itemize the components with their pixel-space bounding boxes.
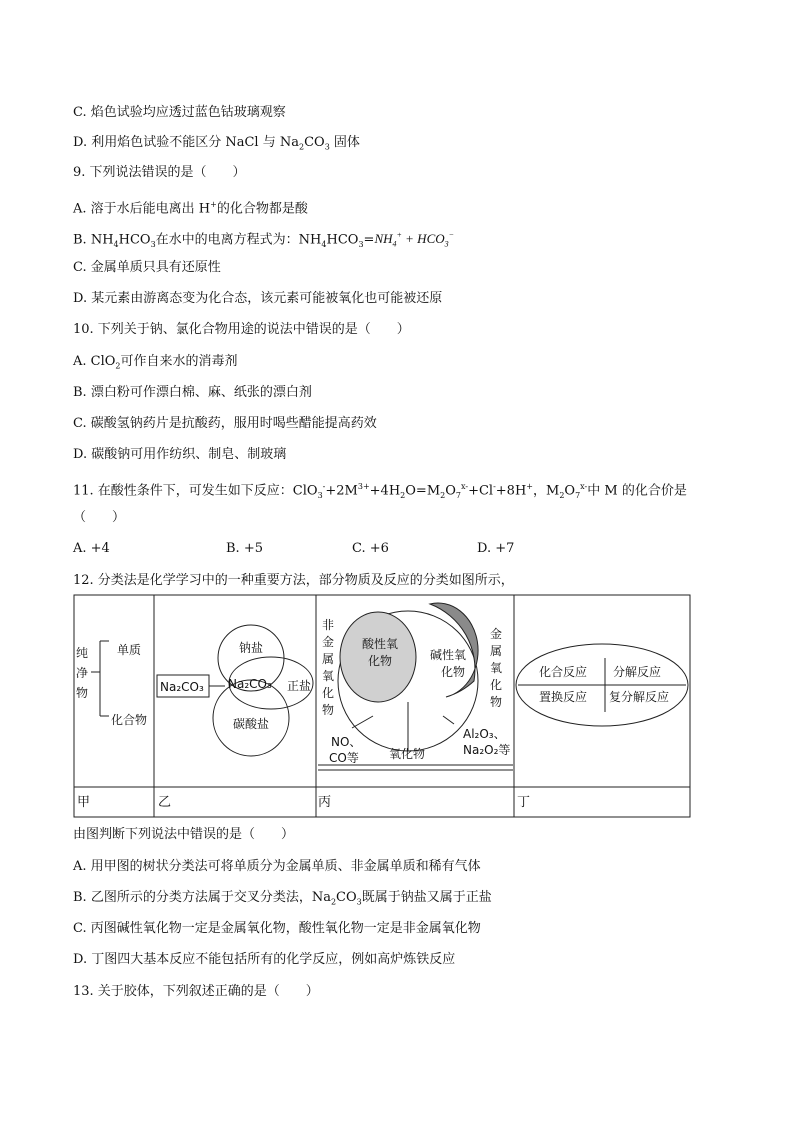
q11-options	[73, 540, 514, 558]
q10-option-b: B. 漂白粉可作漂白棉、麻、纸张的漂白剂	[73, 385, 312, 400]
cell-decomposition: 分解反应	[613, 665, 662, 679]
bing-right-char: 氧	[490, 661, 503, 675]
ionization-equation: $NH_4^+ + HCO_3^-$	[374, 231, 455, 249]
q11-option-c: C. +6	[352, 541, 389, 556]
panel-bing	[318, 603, 513, 810]
panel-label-yi: 乙	[158, 795, 172, 810]
panel-label-jia: 甲	[77, 795, 91, 810]
q9-stem: 9. 下列说法错误的是（ ）	[73, 165, 246, 180]
tree-root-char1: 纯	[76, 646, 89, 660]
bing-left-char: 物	[322, 703, 335, 717]
label-normal-salt: 正盐	[287, 679, 312, 693]
tree-root-char3: 物	[76, 686, 89, 700]
bing-right-char: 化	[490, 678, 503, 692]
q9-option-a: A. 溶于水后能电离出 H+的化合物都是酸	[73, 200, 308, 217]
q12-option-c: C. 丙图碱性氧化物一定是金属氧化物，酸性氧化物一定是非金属氧化物	[73, 921, 481, 936]
q9-option-d: D. 某元素由游离态变为化合态，该元素可能被氧化也可能被还原	[73, 291, 443, 306]
tree-root-char2: 净	[76, 666, 89, 680]
panel-label-bing: 丙	[318, 795, 332, 810]
q12-option-b: B. 乙图所示的分类方法属于交叉分类法，$Na_2CO_3$既属于钠盐又属于正盐	[73, 890, 492, 907]
q12-option-d: D. 丁图四大基本反应不能包括所有的化学反应，例如高炉炼铁反应	[73, 952, 456, 967]
q9-option-b: B. $NH_4HCO_3$在水中的电离方程式为：$NH_4HCO_3=NH_4^+ + HCO_3^-$	[73, 231, 455, 249]
label-carbonate: 碳酸盐	[233, 717, 270, 731]
q11-option-b: B. +5	[226, 541, 263, 556]
q10-stem: 10. 下列关于钠、氯化合物用途的说法中错误的是（ ）	[73, 322, 410, 337]
q10-option-c: C. 碳酸氢钠药片是抗酸药，服用时喝些醋能提高药效	[73, 416, 377, 431]
classification-figure	[73, 594, 691, 818]
bing-left-char: 金	[322, 635, 335, 649]
q13-stem: 13. 关于胶体，下列叙述正确的是（ ）	[73, 984, 319, 999]
label-no-co-1: NO、	[331, 735, 362, 749]
bing-right-char: 金	[490, 627, 503, 641]
label-al2o3: Al₂O₃、	[463, 727, 506, 741]
label-oxide: 氧化物	[389, 747, 426, 761]
label-no-co-2: CO等	[329, 751, 359, 765]
label-sodium-salt: 钠盐	[239, 641, 264, 655]
tree-branch-simple: 单质	[117, 643, 142, 657]
label-acidic-oxide-1: 酸性氧	[362, 637, 399, 651]
tree-branch-compound: 化合物	[111, 713, 148, 727]
bing-left-char: 化	[322, 686, 335, 700]
q12-stem: 12. 分类法是化学学习中的一种重要方法，部分物质及反应的分类如图所示，	[73, 573, 514, 588]
na2co3-center-label: Na₂CO₃	[228, 677, 272, 691]
q11-blank: （ ）	[73, 510, 126, 525]
label-basic-oxide-1: 碱性氧	[430, 648, 467, 662]
q10-option-a: A. ClO$_2$可作自来水的消毒剂	[73, 354, 238, 371]
cell-combination: 化合反应	[539, 665, 588, 679]
label-acidic-oxide-2: 化物	[368, 654, 393, 668]
cell-double-decomposition: 复分解反应	[609, 690, 670, 704]
panel-label-ding: 丁	[517, 795, 531, 810]
bing-left-char: 氧	[322, 669, 335, 683]
q12-judge: 由图判断下列说法中错误的是（ ）	[73, 827, 295, 842]
label-basic-oxide-2: 化物	[441, 665, 466, 679]
na2co3-box-label: Na₂CO₃	[160, 680, 204, 694]
bing-left-char: 非	[322, 618, 335, 632]
q9-option-c: C. 金属单质只具有还原性	[73, 260, 221, 275]
q11-stem: 11. 在酸性条件下，可发生如下反应：$ClO_3^-+2M^{3+}+4H_2O=M_2O_7^{x-}+Cl^-+8H^+$，$M_2O_7^{x-}$中 M 的化合价是	[73, 482, 687, 500]
label-nonmetal-oxide	[322, 617, 334, 717]
panel-yi	[157, 625, 313, 810]
q11-option-a: A. +4	[73, 541, 110, 556]
cell-displacement: 置换反应	[539, 690, 588, 704]
q8-option-d: D. 利用焰色试验不能区分 NaCl 与 $Na_2CO_3$ 固体	[73, 135, 360, 152]
bing-left-char: 属	[322, 652, 335, 666]
label-na2o2: Na₂O₂等	[463, 743, 511, 757]
q12-option-a: A. 用甲图的树状分类法可将单质分为金属单质、非金属单质和稀有气体	[73, 859, 481, 874]
panel-jia	[76, 641, 147, 810]
q10-option-d: D. 碳酸钠可用作纺织、制皂、制玻璃	[73, 447, 287, 462]
bing-right-char: 属	[490, 644, 503, 658]
panel-ding	[516, 644, 688, 810]
label-metal-oxide	[490, 626, 502, 709]
bing-right-char: 物	[490, 695, 503, 709]
q8-option-c: C. 焰色试验均应透过蓝色钴玻璃观察	[73, 105, 286, 120]
q11-option-d: D. +7	[477, 541, 515, 556]
